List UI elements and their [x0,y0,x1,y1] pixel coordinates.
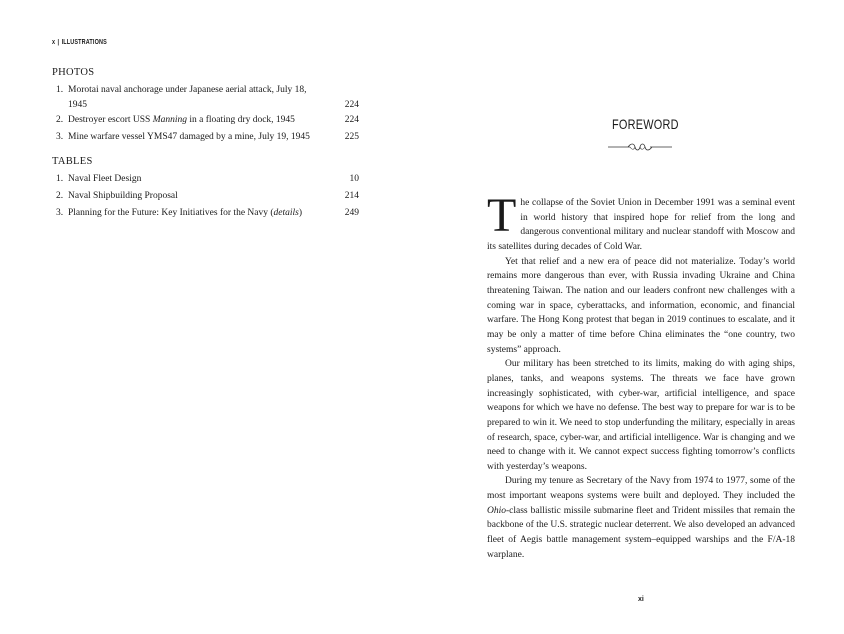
entry-text: Morotai naval anchorage under Japanese aerial attack, July 18, 1945 [68,85,307,110]
entry-text-italic: details [273,208,299,218]
entry-text-part: Planning for the Future: Key Initiatives for the Navy ( [68,208,274,218]
foreword-body [487,189,795,562]
entry-text: Naval Fleet Design [68,174,142,184]
ship-name-italic: Manning [152,115,188,125]
entry-number: 1. [56,174,64,184]
paragraph-4 [487,474,795,562]
table-entry-1 [56,172,359,187]
entry-page-number: 10 [349,174,359,184]
paragraph-2: Yet that relief and a new era of peace did not materialize. Today’s world remains more dangerous than ever, with Russia invading Ukraine and China threatening Taiwan. The nation and our leaders confront new challenges with a coming war in space, cyberattacks, and information, economic, and financial warfare. The Hong Kong protest that began in 2019 continues to escalate, and it may be only a matter of time before China eliminates the “one country, two systems” approach. [487,256,795,355]
scroll-ornament-icon [608,142,672,152]
photo-entry-3 [56,130,359,145]
photos-heading: PHOTOS [52,67,95,78]
entry-page-number: 214 [344,191,359,201]
right-page [422,0,844,634]
tables-heading: TABLES [52,156,93,167]
entry-text-part: in a floating dry dock, 1945 [187,115,295,125]
entry-number: 2. [56,191,64,201]
paragraph-3: Our military has been stretched to its limits, making do with aging ships, planes, tanks, and weapons systems. The threats we face have grown increasingly sophisticated, with cyber-war, artificial intelligence, and space weapons for which we have no defense. The best way to prepare for war is to be prepared to win it. We need to stop underfunding the military, especially in areas of research, space, cyber-war, and artificial intelligence. War is changing and we need to change with it. We cannot expect success fighting tomorrow’s conflicts with yesterday’s weapons. [487,359,795,472]
entry-page-number: 224 [344,99,359,110]
table-entry-3 [56,206,359,221]
paragraph-text: -class ballistic missile submarine fleet and Trident missiles that remain the backbone of the U.S. strategic nuclear deterrent. We also developed an advanced fleet of Aegis battle management system–equipped warships and the F/A-18 warplane. [487,505,795,560]
entry-page-number: 224 [344,115,359,125]
submarine-class-italic: Ohio [487,505,506,516]
entry-page-number: 225 [344,132,359,142]
entry-number: 3. [56,208,64,218]
entry-text: Naval Shipbuilding Proposal [68,191,178,201]
entry-text-part: ) [298,208,303,218]
table-entry-2 [56,189,359,204]
paragraph-1 [487,189,795,255]
entry-text [68,206,323,221]
running-head-title: ILLUSTRATIONS [61,39,107,46]
entry-page-number: 249 [344,208,359,218]
chapter-title: FOREWORD [612,116,679,132]
photo-entry-2 [56,113,359,128]
paragraph-text: During my tenure as Secretary of the Navy from 1974 to 1977, some of the most important weapons systems were built and deployed. They included the [487,476,795,502]
entry-number: 1. [56,85,64,95]
entry-number: 3. [56,132,64,142]
photo-entry-1 [56,83,359,112]
running-head [52,39,107,46]
entry-number: 2. [56,115,64,125]
running-head-folio: x [52,39,56,46]
page-number: xi [638,596,644,603]
entry-text-part: Destroyer escort USS [68,115,153,125]
paragraph-text: he collapse of the Soviet Union in December 1991 was a seminal event in world history that inspired hope for relief from the long and dangerous conventional military and nuclear standoff with Moscow and its satellites during decades of Cold War. [487,198,795,252]
entry-text [68,113,323,128]
drop-cap: T [487,189,517,242]
running-head-separator: | [57,39,60,46]
entry-text: Mine warfare vessel YMS47 damaged by a mine, July 19, 1945 [68,132,310,142]
